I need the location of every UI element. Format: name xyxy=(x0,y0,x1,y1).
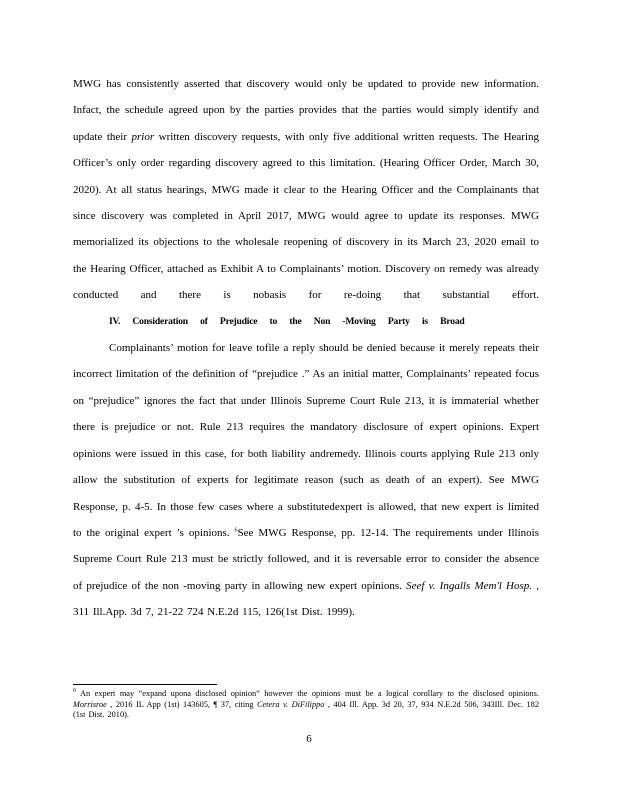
section-heading: IV. Consideration of Prejudice to the Non -Moving Party is Broad xyxy=(109,315,465,327)
footnote-case-cetera: Cetera v. DiFilippo xyxy=(256,699,325,709)
p1-line-1: MWG has consistently asserted that discovery would only be updated to provide new information. xyxy=(73,78,539,90)
p2-line-5: opinions. Expert opinions were issued in this case, for both liability andremedy. Illinois courts xyxy=(73,421,539,460)
p2-line-9: requirements under Illinois Supreme Court Rule 213 must be strictly followed, and it is reversable xyxy=(73,526,540,566)
p2-line-3: repeated focus on “prejudice” ignores the fact that under Illinois Supreme Court Rule 213, it is xyxy=(73,368,540,407)
p2-line-11: , 311 Ill.App. 3d 7, 21-22 724 N.E.2d 115, 126(1st Dist. 1999). xyxy=(73,579,540,619)
case-citation-seef: Seef v. Ingalls Mem'l Hosp. xyxy=(406,579,533,592)
paragraph-2 xyxy=(73,335,539,625)
p2-line-8a: new expert is limited to the original expert ’s opinions. xyxy=(73,500,540,539)
p2-line-10: error to consider the absence of prejudice of the non -moving party in allowing new expert opinions. xyxy=(73,553,539,592)
p1-line-3-italic: prior xyxy=(131,130,155,143)
p2-line-1: Complainants’ motion for leave tofile a reply should be denied because it merely repeats xyxy=(109,342,515,355)
p1-line-6: Complainants that since discovery was completed in April 2017, MWG would agree to update its xyxy=(73,183,540,223)
footnote-divider xyxy=(73,684,217,685)
page-number: 6 xyxy=(306,733,312,745)
p2-line-2: their incorrect limitation of the definition of “prejudice .” As an initial matter, Complainants’ xyxy=(73,342,540,381)
footnote-text-c: , 404 Ill. App. 3d 20, 37, 934 N.E.2d 506, 343Ill. Dec. 182 (1st Dist. 2010). xyxy=(73,699,539,720)
p2-line-8b: See MWG Response, pp. 12-14. The xyxy=(237,526,411,539)
footnote-6 xyxy=(73,689,539,721)
paragraph-1 xyxy=(73,71,539,309)
p2-line-4: immaterial whether there is prejudice or not. Rule 213 requires the mandatory disclosure of expert xyxy=(73,394,540,434)
p1-line-9: on remedy was already conducted and there is nobasis for re-doing that substantial effort. xyxy=(73,262,540,302)
p2-line-6: applying Rule 213 only allow the substitution of experts for legitimate reason (such as death of an xyxy=(73,447,540,487)
footnote-case-morrisroe: Morrisroe xyxy=(73,699,107,709)
p1-line-3b: written discovery requests, with only five additional written requests. The xyxy=(154,130,500,143)
footnote-text xyxy=(73,689,539,721)
p1-line-2: Infact, the schedule agreed upon by the parties provides that the parties would simply identify and xyxy=(73,104,539,117)
p1-line-8: 23, 2020 email to the Hearing Officer, attached as Exhibit A to Complainants’ motion. Discovery xyxy=(73,236,539,275)
p1-line-3a: update their xyxy=(73,130,132,143)
p1-line-5: March 30, 2020). At all status hearings, MWG made it clear to the Hearing Officer and the xyxy=(73,157,540,196)
footnote-text-a: An expert may “expand upona disclosed opinion” however the opinions must be a logical corollary to the disclosed opinions. xyxy=(76,689,539,698)
p1-line-7: responses. MWG memorialized its objections to the wholesale reopening of discovery in its March xyxy=(73,210,539,249)
footnote-text-b: , 2016 IL App (1st) 143605, ¶ 37, citing xyxy=(106,699,257,709)
body-text xyxy=(73,71,539,626)
p2-line-7: expert). See MWG Response, p. 4-5. In those few cases where a substitutedexpert is allowed, that xyxy=(73,474,539,513)
footnote-marker: 6 xyxy=(73,688,76,695)
footnote-reference[interactable]: 6 xyxy=(234,527,238,534)
p1-line-4: Hearing Officer’s only order regarding discovery agreed to this limitation. (Hearing Officer Order, xyxy=(73,130,540,170)
